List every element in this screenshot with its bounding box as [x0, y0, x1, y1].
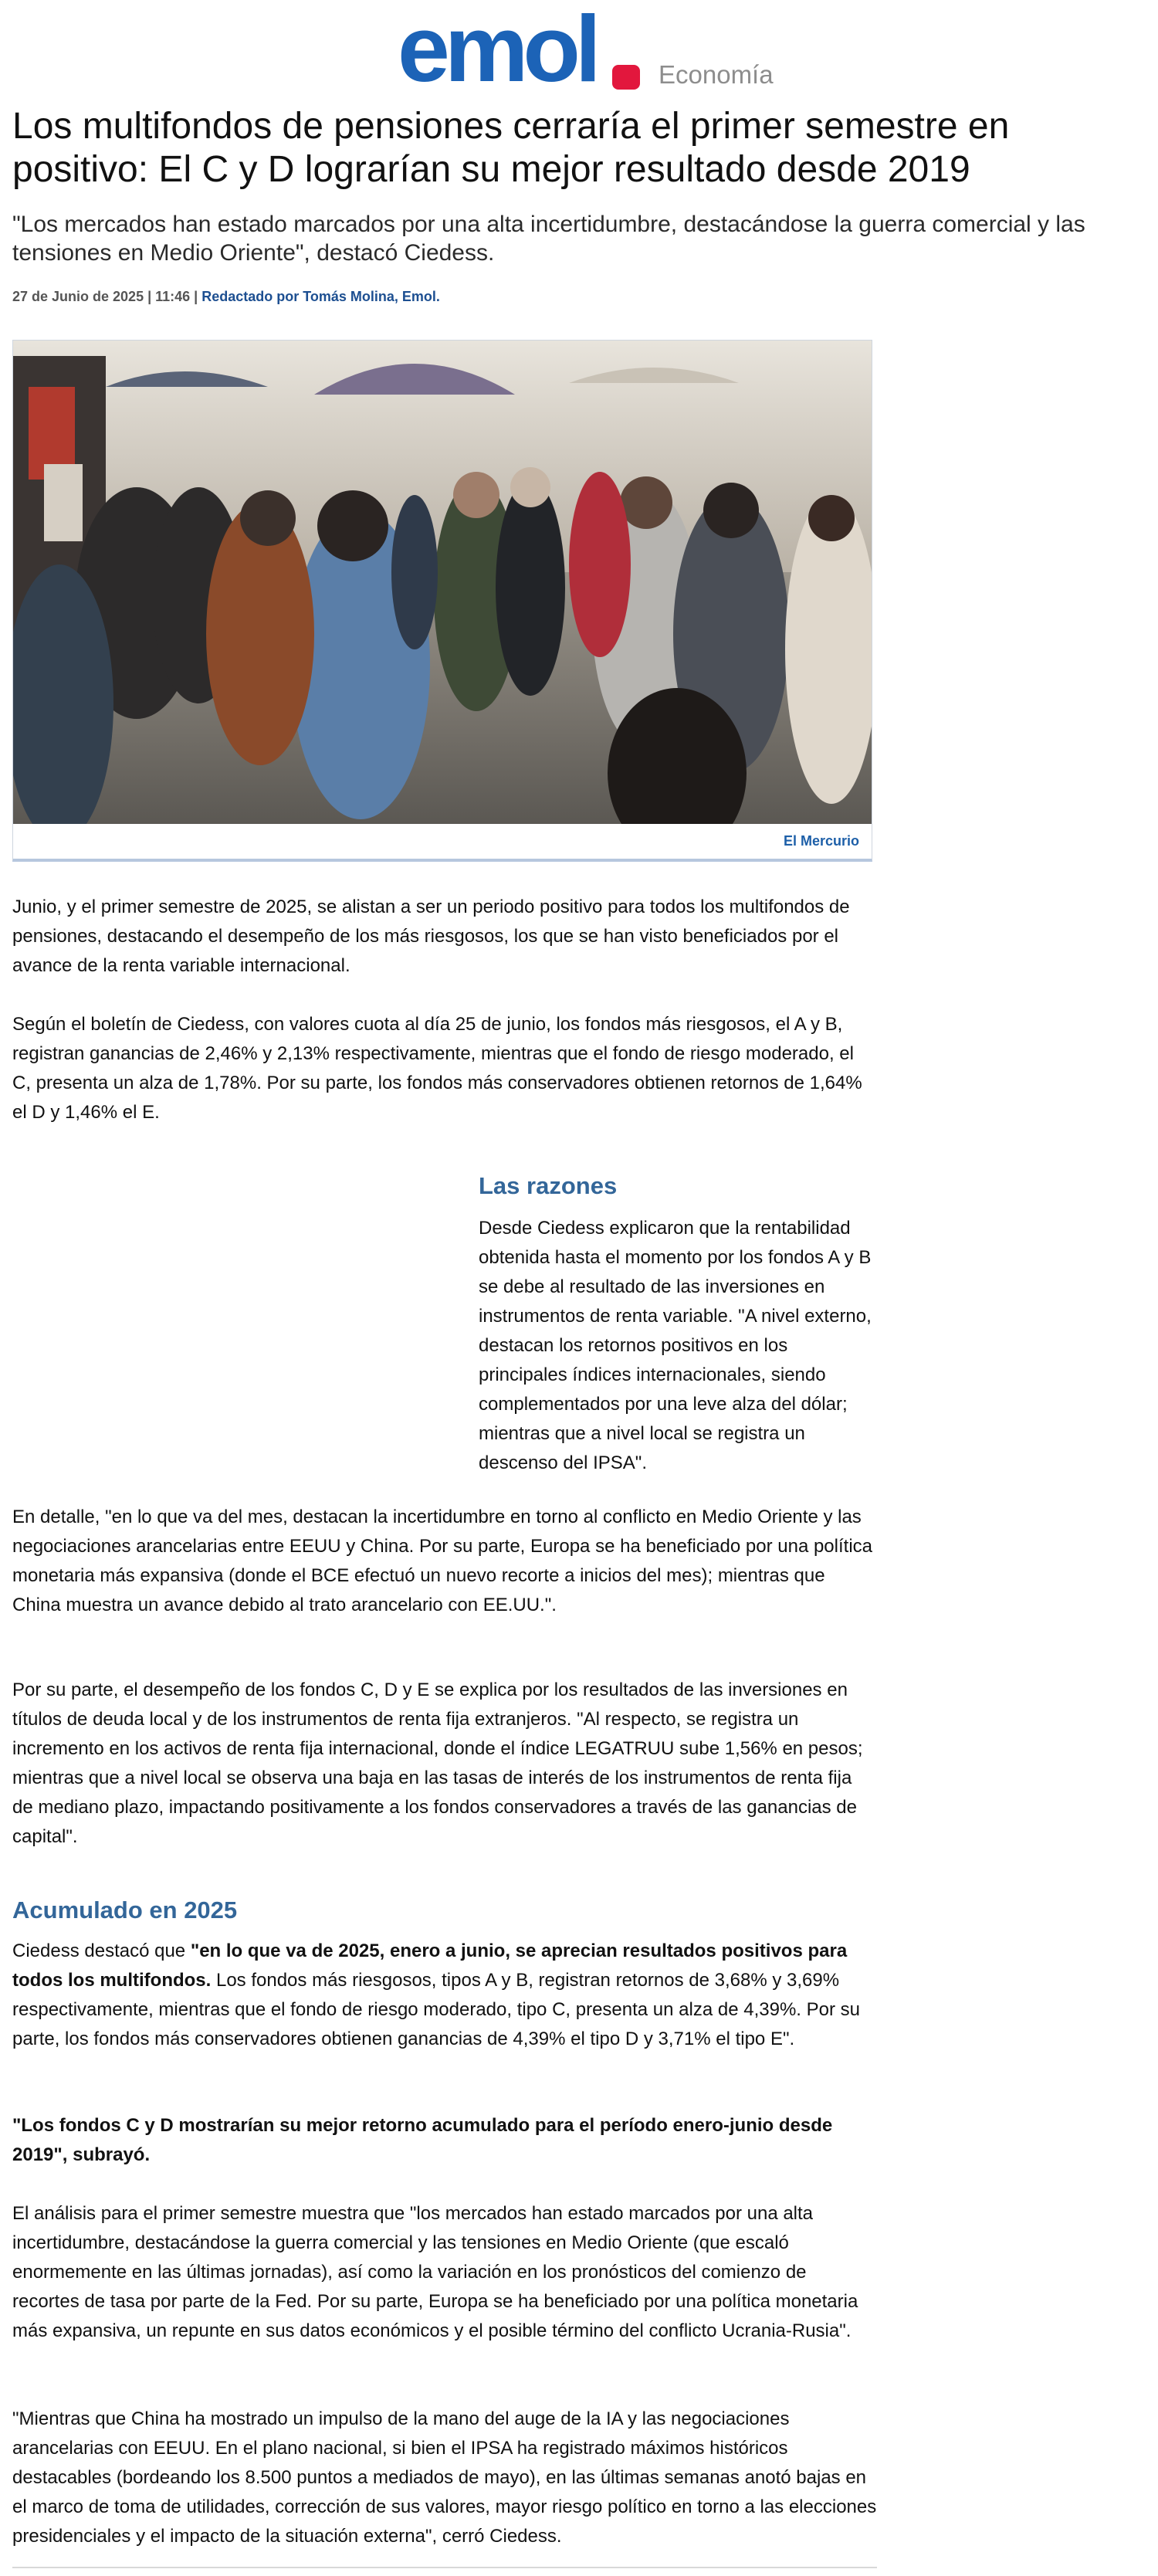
article-paragraph-8: "Mientras que China ha mostrado un impulso de la mano del auge de la IA y las negociaciones arancelarias con EEUU. En el plano nacional, si bien el IPSA ha registrado máximos históricos destacables (bordeando los 8.500 puntos a mediados de mayo), en las últimas semanas anotó bajas en el marco de toma de utilidades, corrección de sus valores, mayor riesgo político en torno a las elecciones presidenciales y el impacto de la situación externa", cerró Ciedess. — [12, 2408, 877, 2547]
article-meta — [12, 289, 440, 305]
article-paragraph-7: El análisis para el primer semestre muestra que "los mercados han estado marcados por una alta incertidumbre, destacándose la guerra comercial y las tensiones en Medio Oriente (que escaló enormemente en las últimas jornadas), así como la variación en los pronósticos del comienzo de recortes de tasa por parte de la Fed. Por su parte, Europa se ha beneficiado por una política monetaria más expansiva, un repunte en sus datos económicos y el posible término del conflicto Ucrania-Rusia". — [12, 2203, 858, 2341]
article-date: 27 de Junio de 2025 | 11:46 | — [12, 289, 202, 304]
article-paragraph-2: Según el boletín de Ciedess, con valores cuota al día 25 de junio, los fondos más riesgosos, el A y B, registran ganancias de 2,46% y 2,13% respectivamente, mientras que el fondo de riesgo moderado, el C, presenta un alza de 1,78%. Por su parte, los fondos más conservadores obtienen retornos de 1,64% el D y 1,46% el E. — [12, 1014, 862, 1123]
article-subtitle: "Los mercados han estado marcados por una alta incertidumbre, destacándose la guerra comercial y las tensiones en Medio Oriente", destacó Ciedess. — [12, 212, 1085, 266]
article-paragraph-3: En detalle, "en lo que va del mes, destacan la incertidumbre en torno al conflicto en Medio Oriente y las negociaciones arancelarias entre EEUU y China. Por su parte, Europa se ha beneficiado por una política monetaria más expansiva (donde el BCE efectuó un nuevo recorte a inicios del mes); mientras que China muestra un avance debido al trato arancelario con EE.UU.". — [12, 1507, 872, 1615]
article-paragraph-1: Junio, y el primer semestre de 2025, se alistan a ser un periodo positivo para todos los multifondos de pensiones, destacando el desempeño de los más riesgosos, los que se han visto beneficiados por el avance de la renta variable internacional. — [12, 897, 850, 976]
sidebar-box-title: Las razones — [479, 1172, 618, 1199]
article-title: Los multifondos de pensiones cerraría el primer semestre en positivo: El C y D lograrían su mejor resultado desde 2019 — [12, 106, 1010, 190]
logo-dot-icon — [612, 65, 640, 90]
article-paragraph-5 — [12, 1937, 877, 2054]
section-heading: Acumulado en 2025 — [12, 1896, 238, 1924]
article-paragraph-6: "Los fondos C y D mostrarían su mejor retorno acumulado para el período enero-junio desde 2019", subrayó. — [12, 2115, 833, 2165]
paragraph-5-lead: Ciedess destacó que — [12, 1940, 191, 1961]
article-author-link[interactable]: Redactado por Tomás Molina, Emol. — [201, 289, 440, 304]
paragraph-5-rest: Los fondos más riesgosos, tipos A y B, registran retornos de 3,68% y 3,69% respectivamente, mientras que el fondo de riesgo moderado, tipo C, presenta un alza de 4,39%. Por su parte, los fondos más conservadores obtienen ganancias de 4,39% el tipo D y 3,71% el tipo E". — [12, 1970, 860, 2049]
section-label[interactable]: Economía — [659, 60, 774, 89]
article-photo — [13, 341, 872, 824]
sidebar-box-text: Desde Ciedess explicaron que la rentabilidad obtenida hasta el momento por los fondos A y B se debe al resultado de las inversiones en instrumentos de renta variable. "A nivel externo, destacan los retornos positivos en los principales índices internacionales, siendo complementados por una leve alza del dólar; mientras que a nivel local se registra un descenso del IPSA". — [479, 1218, 872, 1473]
article-paragraph-4: Por su parte, el desempeño de los fondos C, D y E se explica por los resultados de las inversiones en títulos de deuda local y de los instrumentos de renta fija extranjeros. "Al respecto, se registra un incremento en los activos de renta fija internacional, donde el índice LEGATRUU sube 1,56% en pesos; mientras que a nivel local se observa una baja en las tasas de interés de los instrumentos de renta fija de mediano plazo, impactando positivamente a los fondos conservadores a través de las ganancias de capital". — [12, 1679, 863, 1847]
paragraph-5-bold: "en lo que va de 2025, enero a junio, se aprecian resultados positivos para todos los multifondos. — [12, 1940, 848, 1991]
logo-wordmark: emol — [398, 0, 596, 101]
site-header — [0, 0, 1158, 101]
photo-caption: El Mercurio — [783, 833, 859, 849]
footer-divider — [12, 2567, 877, 2568]
article-photo-box — [12, 340, 872, 862]
